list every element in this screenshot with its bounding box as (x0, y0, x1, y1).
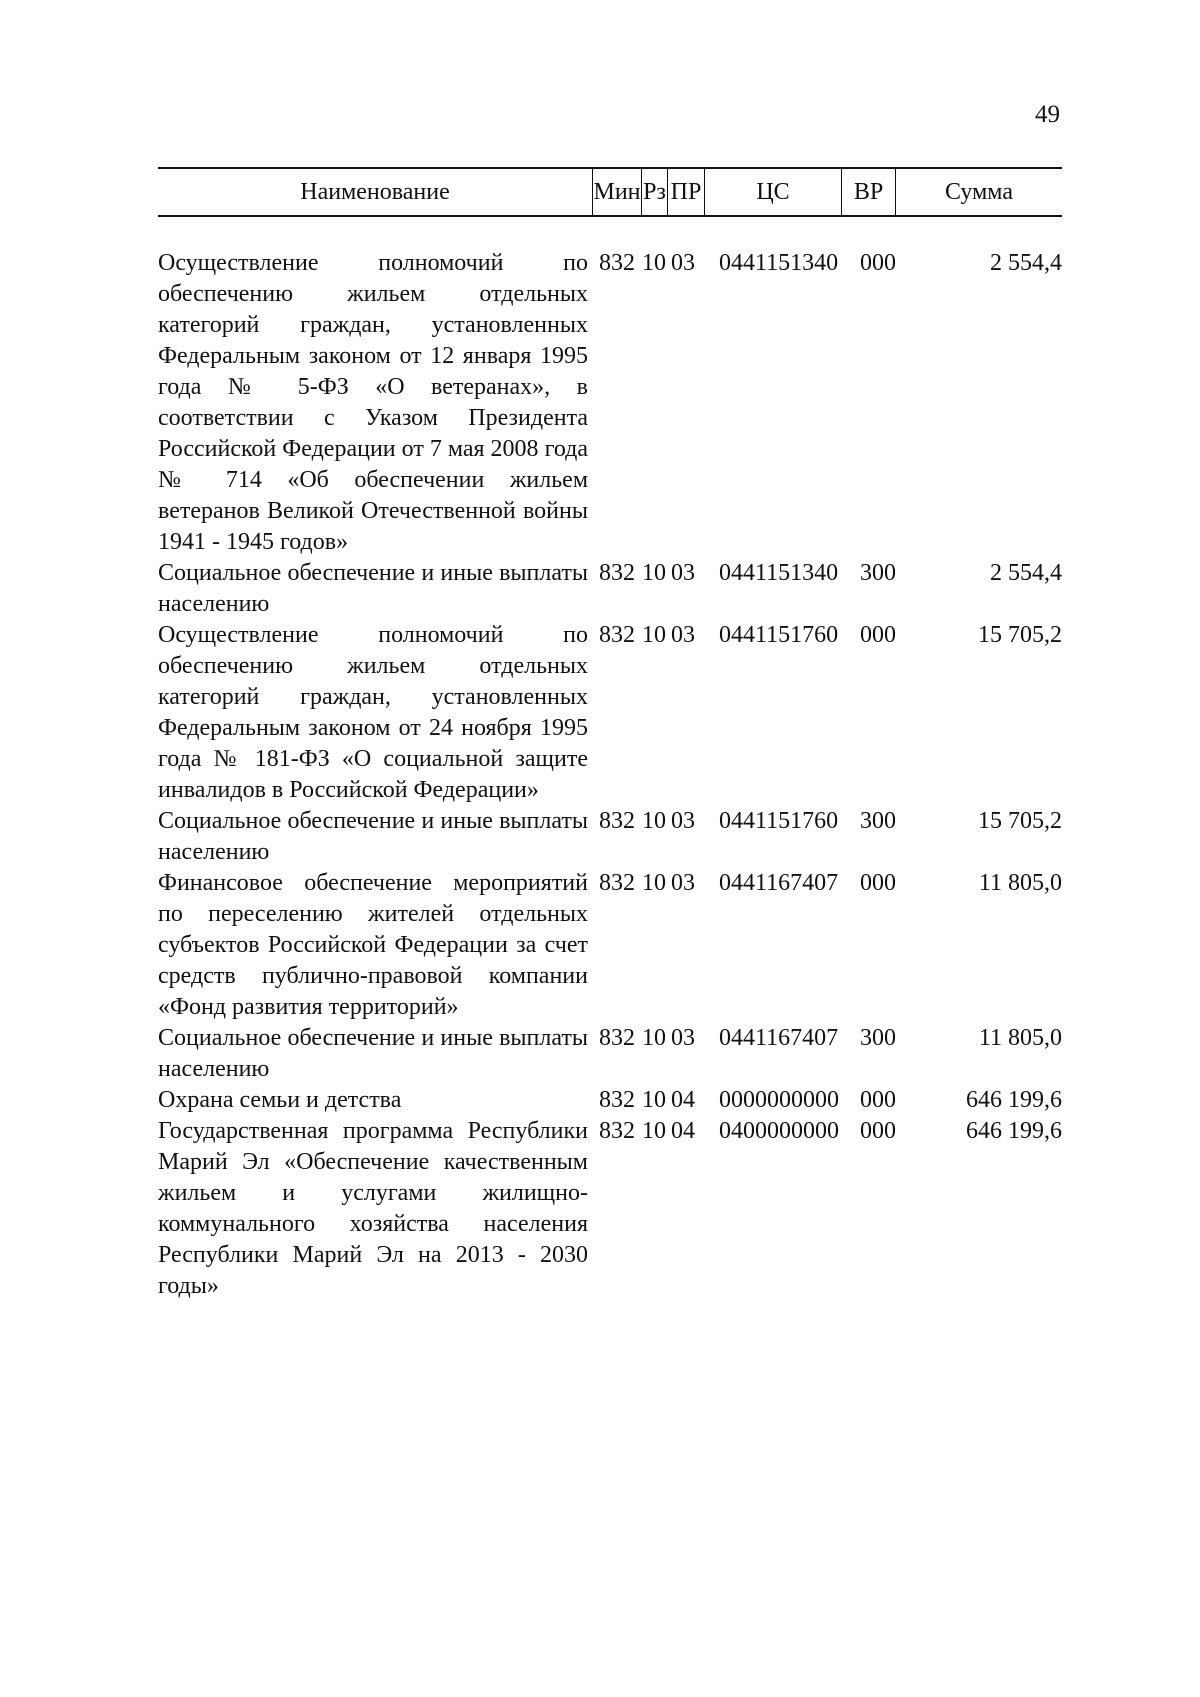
table-body (158, 248, 1062, 1302)
row-min: 832 (599, 808, 635, 834)
row-sum: 2 554,4 (990, 560, 1062, 586)
table-row (158, 1085, 1062, 1116)
table-row (158, 248, 1062, 558)
row-rz: 10 (642, 808, 666, 834)
row-vr: 300 (860, 560, 896, 586)
row-pr: 03 (671, 808, 695, 834)
table-row (158, 868, 1062, 1023)
row-sum: 11 805,0 (978, 1025, 1062, 1051)
row-vr: 000 (860, 622, 896, 648)
row-sum: 2 554,4 (990, 250, 1062, 276)
row-sum: 646 199,6 (966, 1118, 1062, 1144)
header-pr: ПР (667, 169, 704, 215)
row-name: Государственная программа Республики Марий Эл «Обеспечение качественным жильем и услугами жилищно-коммунального хозяйства населения Республики Марий Эл на 2013 - 2030 годы» (158, 1118, 588, 1299)
row-sum: 15 705,2 (978, 622, 1062, 648)
row-pr: 03 (671, 870, 695, 896)
row-name: Охрана семьи и детства (158, 1087, 402, 1113)
row-min: 832 (599, 870, 635, 896)
row-pr: 03 (671, 250, 695, 276)
row-cs: 0441151340 (719, 560, 839, 586)
header-vr: ВР (841, 169, 895, 215)
row-pr: 03 (671, 1025, 695, 1051)
row-rz: 10 (642, 1087, 666, 1113)
header-sum: Сумма (895, 169, 1062, 215)
table-row (158, 1023, 1062, 1085)
row-rz: 10 (642, 622, 666, 648)
header-min: Мин (592, 169, 641, 215)
row-min: 832 (599, 560, 635, 586)
row-cs: 0441151760 (719, 622, 839, 648)
row-rz: 10 (642, 870, 666, 896)
page-number: 49 (1035, 101, 1060, 128)
row-vr: 000 (860, 870, 896, 896)
row-sum: 646 199,6 (966, 1087, 1062, 1113)
row-pr: 03 (671, 560, 695, 586)
row-vr: 000 (860, 1118, 896, 1144)
table-row (158, 558, 1062, 620)
row-pr: 04 (671, 1118, 695, 1144)
row-min: 832 (599, 622, 635, 648)
row-name: Социальное обеспечение и иные выплаты населению (158, 1025, 588, 1082)
row-cs: 0400000000 (719, 1118, 839, 1144)
row-name: Осуществление полномочий по обеспечению жильем отдельных категорий граждан, установленных Федеральным законом от 24 ноября 1995 года № 181-ФЗ «О социальной защите инвалидов в Российской Федерации» (158, 622, 588, 803)
row-name: Осуществление полномочий по обеспечению жильем отдельных категорий граждан, установленных Федеральным законом от 12 января 1995 года № 5-ФЗ «О ветеранах», в соответствии с Указом Президента Российской Федерации от 7 мая 2008 года № 714 «Об обеспечении жильем ветеранов Великой Отечественной войны 1941 - 1945 годов» (158, 250, 588, 555)
row-name: Финансовое обеспечение мероприятий по переселению жителей отдельных субъектов Российской Федерации за счет средств публично-правовой компании «Фонд развития территорий» (158, 870, 588, 1020)
row-name: Социальное обеспечение и иные выплаты населению (158, 560, 588, 617)
row-rz: 10 (642, 1118, 666, 1144)
row-vr: 000 (860, 1087, 896, 1113)
table-row (158, 806, 1062, 868)
row-sum: 15 705,2 (978, 808, 1062, 834)
row-rz: 10 (642, 560, 666, 586)
row-rz: 10 (642, 1025, 666, 1051)
header-rz: Рз (641, 169, 667, 215)
row-vr: 000 (860, 250, 896, 276)
table-header (158, 167, 1062, 217)
row-min: 832 (599, 1118, 635, 1144)
row-pr: 03 (671, 622, 695, 648)
table-row (158, 620, 1062, 806)
row-rz: 10 (642, 250, 666, 276)
row-min: 832 (599, 1087, 635, 1113)
row-pr: 04 (671, 1087, 695, 1113)
row-vr: 300 (860, 808, 896, 834)
header-name: Наименование (300, 178, 450, 205)
row-cs: 0000000000 (719, 1087, 839, 1113)
row-cs: 0441151340 (719, 250, 839, 276)
row-min: 832 (599, 1025, 635, 1051)
row-name: Социальное обеспечение и иные выплаты населению (158, 808, 588, 865)
row-cs: 0441167407 (719, 1025, 839, 1051)
row-cs: 0441151760 (719, 808, 839, 834)
row-sum: 11 805,0 (978, 870, 1062, 896)
row-vr: 300 (860, 1025, 896, 1051)
row-cs: 0441167407 (719, 870, 839, 896)
row-min: 832 (599, 250, 635, 276)
table-row (158, 1116, 1062, 1302)
header-cs: ЦС (704, 169, 841, 215)
